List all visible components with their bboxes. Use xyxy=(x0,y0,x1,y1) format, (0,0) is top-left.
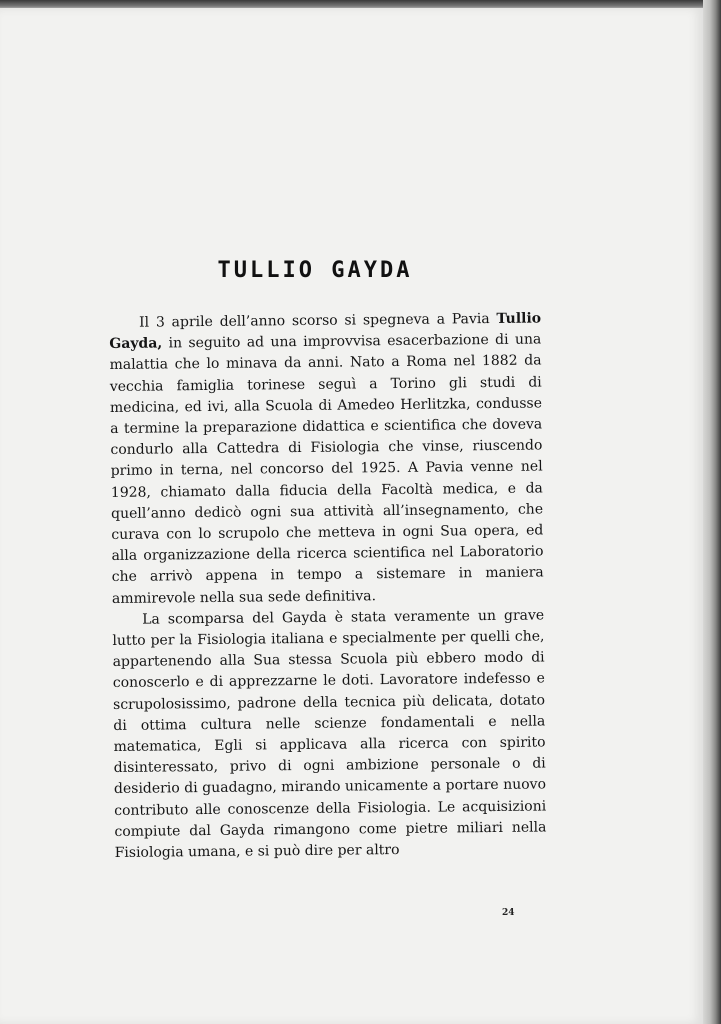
paragraph-1 xyxy=(109,308,544,609)
page-number: 24 xyxy=(502,908,515,918)
paragraph-1-name: Tullio Gayda, xyxy=(109,310,542,353)
paragraph-1-rest: in seguito ad una improvvisa esacerbazione di una malattia che lo minava da anni. Nato a Roma nel 1882 da vecchia famiglia torinese seguì a Torino gli studi di medicina, ed ivi, alla Scuola di Amedeo Herlitzka, condusse a termine la preparazione didattica e scientifica che doveva condurlo alla Cattedra di Fisiologia che vinse, riuscendo primo in terna, nel concorso del 1925. A Pavia venne nel 1928, chiamato dalla fiducia della Facoltà medica, e da quell’anno dedicò ogni sua attività all’insegnamento, che curava con lo scrupolo che metteva in ogni Sua opera, ed alla organizzazione della ricerca scientifica nel Laboratorio che arrivò appena in tempo a sistemare in maniera ammirevole nella sua sede definitiva. xyxy=(109,331,544,607)
paragraph-2: La scomparsa del Gayda è stata veramente un grave lutto per la Fisiologia italiana e specialmente per quelli che, appartenendo alla Sua stessa Scuola più ebbero modo di conoscerlo e di apprezzarne le doti. Lavoratore indefesso e scrupolosissimo, padrone della tecnica più delicata, dotato di ottima cultura nelle scienze fondamentali e nella matematica, Egli si applicava alla ricerca con spirito disinteressato, privo di ogni ambizione personale o di desiderio di guadagno, mirando unicamente a portare nuovo contributo alle conoscenze della Fisiologia. Le acquisizioni compiute dal Gayda rimangono come pietre miliari nella Fisiologia umana, e si può dire per altro xyxy=(112,607,547,862)
page-title: TULLIO GAYDA xyxy=(217,258,413,283)
book-page xyxy=(0,8,703,1024)
page-stack-edge xyxy=(703,0,721,1024)
paragraph-1-lead: Il 3 aprile dell’anno scorso si spegneva a Pavia xyxy=(139,310,497,331)
obituary-body xyxy=(109,308,547,864)
